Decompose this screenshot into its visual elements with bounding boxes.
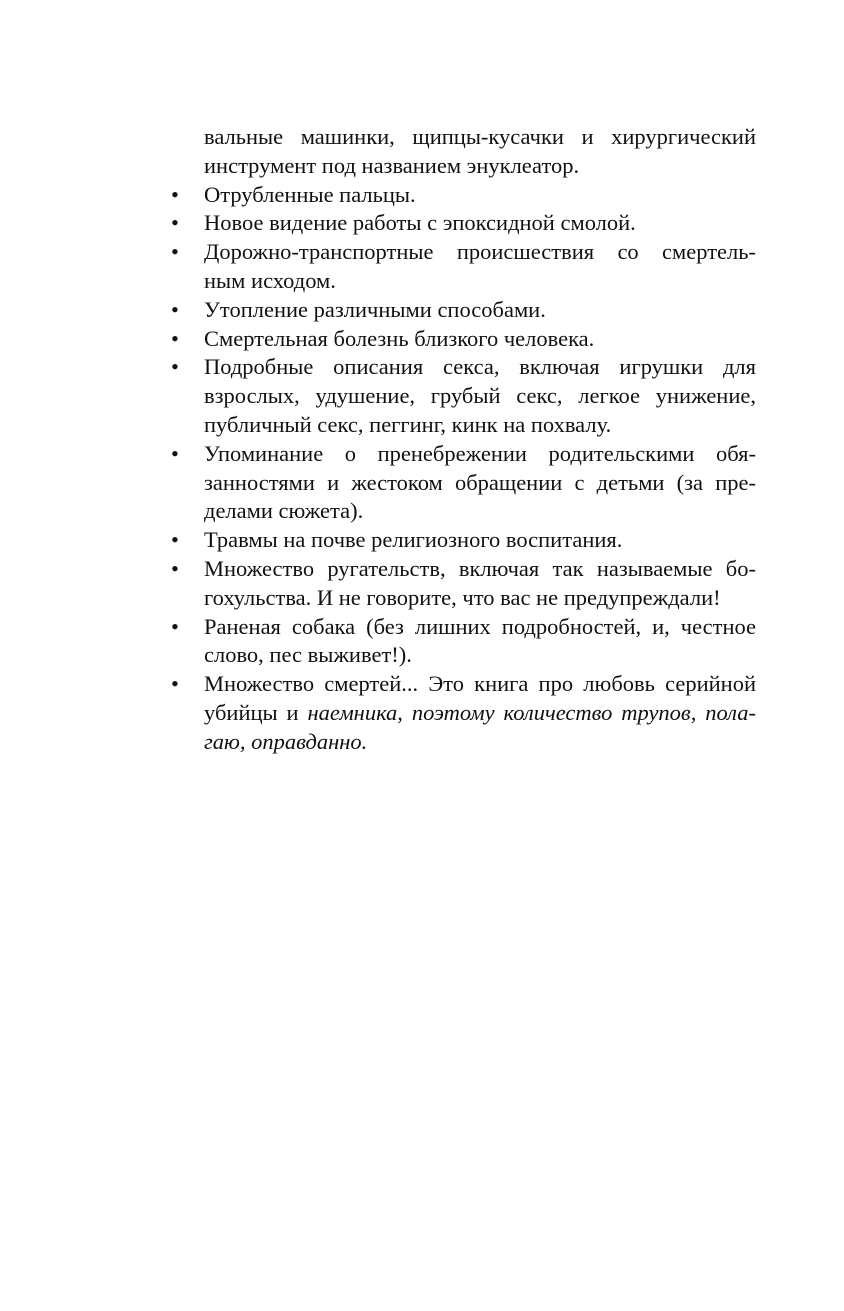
line-text-italic: гаю, оправданно. [204, 728, 368, 754]
bullet-icon: • [171, 613, 179, 639]
bullet-icon: • [171, 671, 179, 697]
list-item [168, 555, 756, 584]
line-text: Новое видение работы с эпоксидной смолой. [204, 210, 636, 236]
line-text-mixed [204, 699, 756, 728]
line-text: слово, пес выживет!). [204, 642, 412, 668]
line-text: занностями и жестоком обращении с детьми (за пре- [204, 469, 756, 495]
line-text: Отрубленные пальцы. [204, 181, 416, 207]
line-text-italic: наемника, поэтому количество трупов, пола- [307, 699, 756, 725]
line-text-regular: убийцы и [204, 699, 308, 725]
list-item-continuation [168, 641, 756, 670]
bullet-icon: • [171, 210, 179, 236]
continuation-line [168, 123, 756, 152]
list-item [168, 526, 756, 555]
bullet-list [168, 123, 756, 757]
list-item-continuation [168, 584, 756, 613]
list-item-continuation [168, 411, 756, 440]
continuation-line [168, 152, 756, 181]
bullet-icon: • [171, 296, 179, 322]
list-item [168, 209, 756, 238]
list-item [168, 325, 756, 354]
list-item [168, 181, 756, 210]
list-item [168, 353, 756, 382]
bullet-icon: • [171, 440, 179, 466]
line-text: делами сюжета). [204, 498, 364, 524]
bullet-icon: • [171, 325, 179, 351]
line-text: инструмент под названием энуклеатор. [204, 152, 580, 178]
line-text: Смертельная болезнь близкого человека. [204, 325, 595, 351]
bullet-icon: • [171, 239, 179, 265]
line-text: Раненая собака (без лишних подробностей, и, честное [204, 613, 756, 639]
line-text: Подробные описания секса, включая игрушки для [204, 354, 756, 380]
line-text: Утопление различными способами. [204, 296, 546, 322]
bullet-icon: • [171, 354, 179, 380]
line-text: Множество смертей... Это книга про любовь серийной [204, 671, 756, 697]
list-item [168, 613, 756, 642]
line-text: вальные машинки, щипцы-кусачки и хирургический [204, 124, 756, 149]
line-text: ным исходом. [204, 267, 336, 293]
list-item-continuation [168, 699, 756, 728]
bullet-icon: • [171, 527, 179, 553]
list-item [168, 238, 756, 267]
list-item-continuation [168, 382, 756, 411]
list-item [168, 296, 756, 325]
line-text: Травмы на почве религиозного воспитания. [204, 527, 623, 553]
list-item-continuation [168, 469, 756, 498]
list-item [168, 670, 756, 699]
line-text: Дорожно-транспортные происшествия со смертель- [204, 239, 756, 265]
list-item-continuation [168, 267, 756, 296]
bullet-icon: • [171, 181, 179, 207]
line-text: взрослых, удушение, грубый секс, легкое унижение, [204, 383, 756, 409]
line-text: публичный секс, пеггинг, кинк на похвалу. [204, 411, 612, 437]
list-item-continuation [168, 728, 756, 757]
line-text: Множество ругательств, включая так называемые бо- [204, 555, 756, 581]
line-text: Упоминание о пренебрежении родительскими обя- [204, 440, 756, 466]
list-item [168, 440, 756, 469]
line-text: гохульства. И не говорите, что вас не предупреждали! [204, 584, 721, 610]
bullet-icon: • [171, 555, 179, 581]
list-item-continuation [168, 497, 756, 526]
